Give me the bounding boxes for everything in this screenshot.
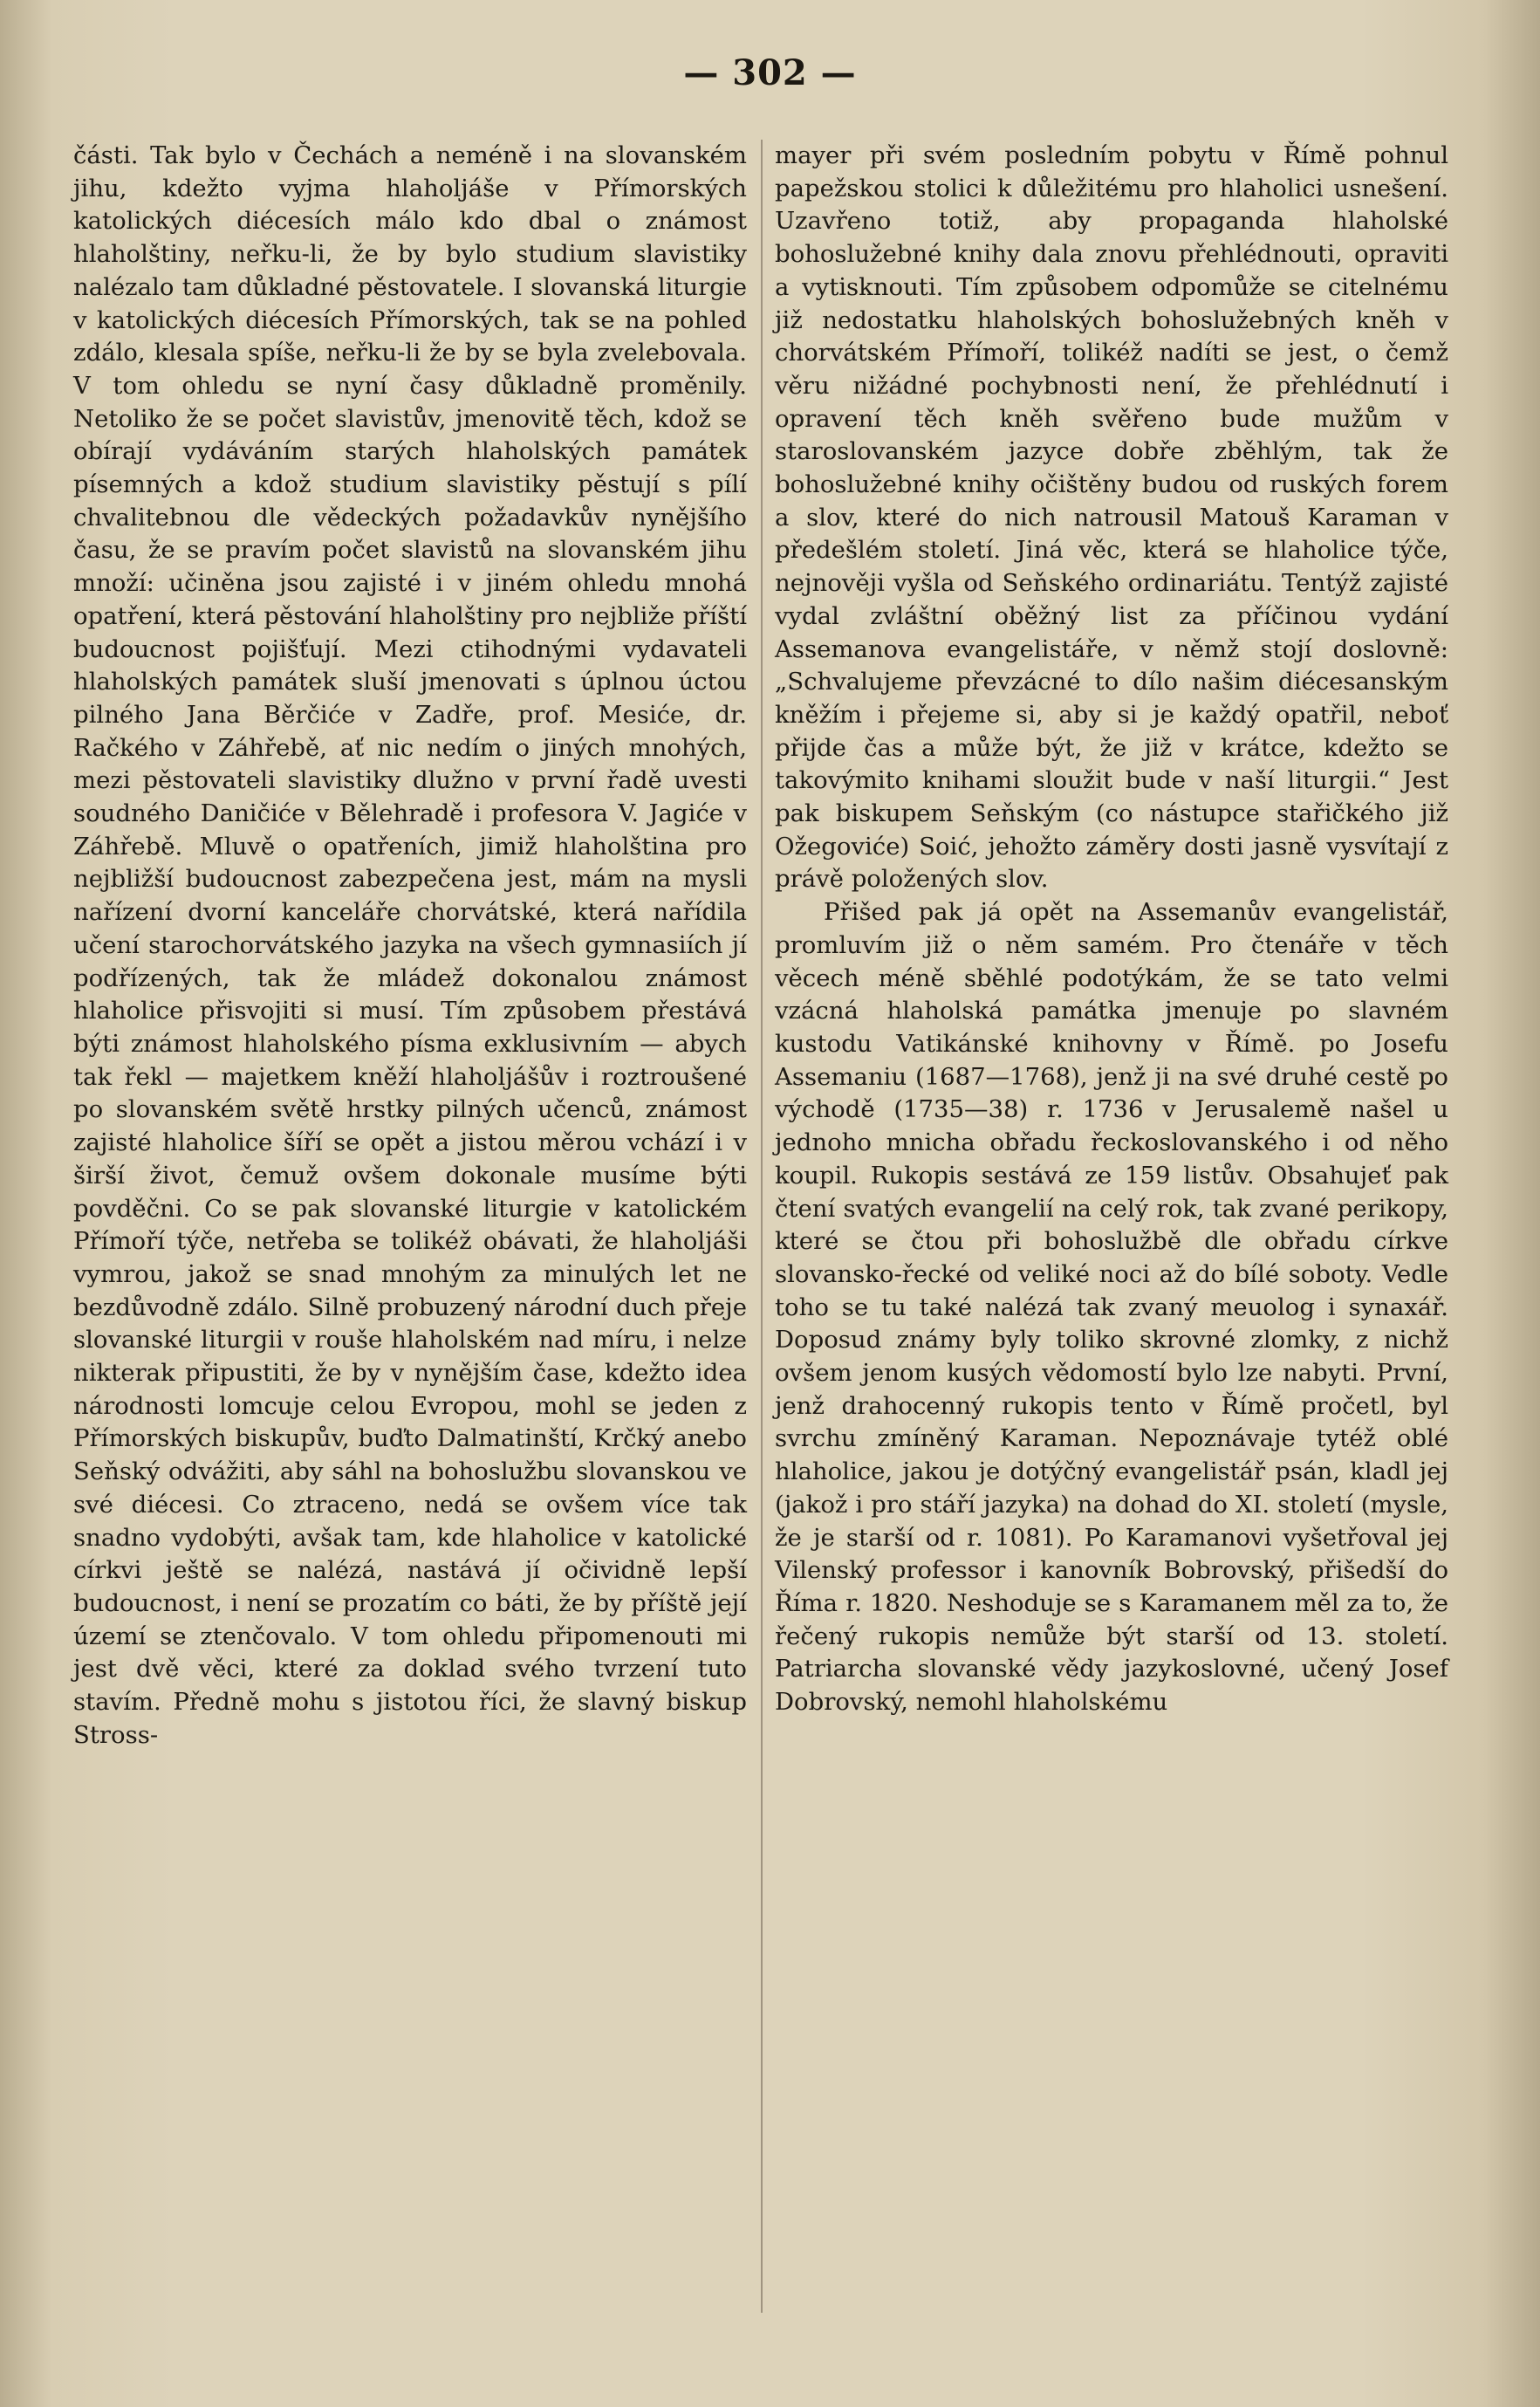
left-paragraph-1: části. Tak bylo v Čechách a neméně i na slovanském jihu, kdežto vyjma hlaholjáše v Přímorských katolických diécesích málo kdo dbal o známost hlaholštiny, neřku-li, že by bylo studium slavistiky nalézalo tam důkladné pěstovatele. I slovanská liturgie v katolických diécesích Přímorských, tak se na pohled zdálo, klesala spíše, neřku-li že by se byla zvelebovala. V tom ohledu se nyní časy důkladně proměnily. Netoliko že se počet slavistův, jmenovitě těch, kdož se obírají vydáváním starých hlaholských památek písemných a kdož studium slavistiky pěstují s pílí chvalitebnou dle vědeckých požadavkův nynějšího času, že se pravím počet slavistů na slovanském jihu množí: učiněna jsou zajisté i v jiném ohledu mnohá opatření, která pěstování hlaholštiny pro nejbliže příští budoucnost pojišťují. Mezi ctihodnými vydavateli hlaholských památek sluší jmenovati s úplnou úctou pilného Jana Běrčiće v Zadře, prof. Mesiće, dr. Račkého v Záhřebě, ať nic nedím o jiných mnohých, mezi pěstovateli slavistiky dlužno v první řadě uvesti soudného Daničiće v Bělehradě i profesora V. Jagiće v Záhřebě. Mluvě o opatřeních, jimiž hlaholština pro nejbližší budoucnost zabezpečena jest, mám na mysli nařízení dvorní kanceláře chorvátské, která nařídila učení starochorvátského jazyka na všech gymnasiích jí podřízených, tak že mládež dokonalou známost hlaholice přisvojiti si musí. Tím způsobem přestává býti známost hlaholského písma exklusivním — abych tak řekl — majetkem kněží hlaholjášův i roztroušené po slovanském světě hrstky pilných učenců, známost zajisté hlaholice šíří se opět a jistou měrou vchází i v širší život, čemuž ovšem dokonale musíme býti povděčni. Co se pak slovanské liturgie v katolickém Přímoří týče, netřeba se tolikéž obávati, že hlaholjáši vymrou, jakož se snad mnohým za minulých let ne bezdůvodně zdálo. Silně probuzený národní duch přeje slovanské liturgii v rouše hlaholském nad míru, i nelze nikterak připustiti, že by v nynějším čase, kdežto idea národnosti lomcuje celou Evropou, mohl se jeden z Přímorských biskupův, buďto Dalmatinští, Krčký anebo Seňský odvážiti, aby sáhl na bohoslužbu slovanskou ve své diécesi. Co ztraceno, nedá se ovšem více tak snadno vydobýti, avšak tam, kde hlaholice v katolické církvi ještě se nalézá, nastává jí očividně lepší budoucnost, i není se prozatím co báti, že by příště její území se ztenčovalo. V tom ohledu připomenouti mi jest dvě věci, které za doklad svého tvrzení tuto stavím. Předně mohu s jistotou říci, že slavný biskup Stross-: [73, 141, 747, 1749]
right-paragraph-1: mayer při svém posledním pobytu v Římě pohnul papežskou stolici k důležitému pro hlaholici usnešení. Uzavřeno totiž, aby propaganda hlaholské bohoslužebné knihy dala znovu přehlédnouti, opraviti a vytisknouti. Tím způsobem odpomůže se citelnému již nedostatku hlaholských bohoslužebných kněh v chorvátském Přímoří, tolikéž nadíti se jest, o čemž věru nižádné pochybnosti není, že přehlédnutí i opravení těch kněh svěřeno bude mužům v staroslovanském jazyce dobře zběhlým, tak že bohoslužebné knihy očištěny budou od ruských forem a slov, které do nich natrousil Matouš Karaman v předešlém století. Jiná věc, která se hlaholice týče, nejnověji vyšla od Seňského ordinariátu. Tentýž zajisté vydal zvláštní oběžný list za příčinou vydání Assemanova evangelistáře, v němž stojí doslovně: „Schvalujeme převzácné to dílo našim diécesanským kněžím i přejeme si, aby si je každý opatřil, neboť přijde čas a může být, že již v krátce, kdežto se takovýmito knihami sloužit bude v naší liturgii.“ Jest pak biskupem Seňským (co nástupce stařičkého již Ožegoviće) Soić, jehožto záměry dosti jasně vysvítají z právě položených slov.: [775, 141, 1448, 894]
right-paragraph-2: Přišed pak já opět na Assemanův evangelistář, promluvím již o něm samém. Pro čtenáře v těch věcech méně sběhlé podotýkám, že se tato velmi vzácná hlaholská památka jmenuje po slavném kustodu Vatikánské knihovny v Římě. po Josefu Assemaniu (1687—1768), jenž ji na své druhé cestě po východě (1735—38) r. 1736 v Jerusalemě našel u jednoho mnicha obřadu řeckoslovanského i od něho koupil. Rukopis sestává ze 159 listův. Obsahujeť pak čtení svatých evangelií na celý rok, tak zvané perikopy, které se čtou při bohoslužbě dle obřadu církve slovansko-řecké od veliké noci až do bílé soboty. Vedle toho se tu také nalézá tak zvaný meuolog i synaxář. Doposud známy byly toliko skrovné zlomky, z nichž ovšem jenom kusých vědomostí bylo lze nabyti. První, jenž drahocenný rukopis tento v Římě pročetl, byl svrchu zmíněný Karaman. Nepoznávaje tytéž oblé hlaholice, jakou je dotýčný evangelistář psán, kladl jej (jakož i pro stáří jazyka) na dohad do XI. století (mysle, že je starší od r. 1081). Po Karamanovi vyšetřoval jej Vilenský professor i kanovník Bobrovský, přišedší do Říma r. 1820. Neshoduje se s Karamanem měl za to, že řečený rukopis nemůže být starší od 13. století. Patriarcha slovanské vědy jazykoslovné, učený Josef Dobrovský, nemohl hlaholskému: [775, 898, 1448, 1717]
column-divider: [761, 140, 763, 2313]
left-column: [73, 140, 747, 2356]
right-column: [775, 140, 1448, 2356]
page-number: — 302 —: [683, 52, 857, 93]
